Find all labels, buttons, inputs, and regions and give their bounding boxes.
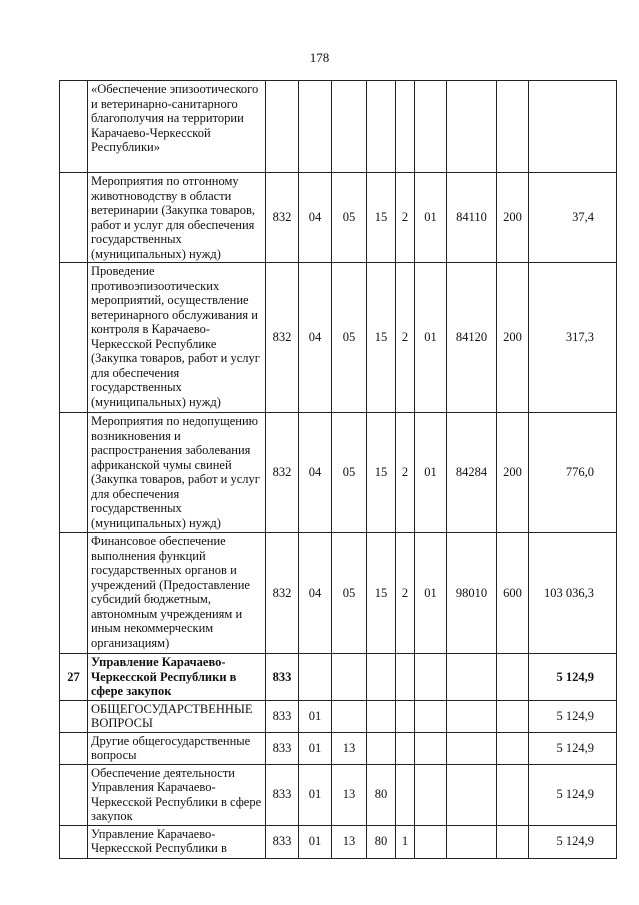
budget-table xyxy=(59,80,617,859)
target-code-3 xyxy=(415,700,447,732)
amount: 5 124,9 xyxy=(529,700,617,732)
table-row xyxy=(60,173,617,263)
expense-type-code xyxy=(497,654,529,701)
ved-code xyxy=(266,81,299,173)
ved-code: 832 xyxy=(266,263,299,413)
expense-type-code: 200 xyxy=(497,263,529,413)
section-code: 01 xyxy=(299,825,332,858)
target-code-2 xyxy=(396,654,415,701)
row-name: Управление Карачаево-Черкесской Республики в xyxy=(88,825,266,858)
target-code-1 xyxy=(367,654,396,701)
table-row xyxy=(60,700,617,732)
row-name: Проведение противоэпизоотических мероприятий, осуществление ветеринарного обслуживания и контроля в Карачаево-Черкесской Республике (Закупка товаров, работ и услуг для обеспечения государственных (муниципальных) нужд) xyxy=(88,263,266,413)
target-code-1: 15 xyxy=(367,173,396,263)
section-code: 01 xyxy=(299,732,332,764)
row-number xyxy=(60,413,88,533)
table-row xyxy=(60,263,617,413)
expense-type-code: 600 xyxy=(497,533,529,654)
subsection-code: 13 xyxy=(332,764,367,825)
subsection-code xyxy=(332,654,367,701)
target-code-4: 84284 xyxy=(447,413,497,533)
amount: 5 124,9 xyxy=(529,654,617,701)
ved-code: 833 xyxy=(266,764,299,825)
table-row xyxy=(60,825,617,858)
target-code-4 xyxy=(447,764,497,825)
subsection-code: 13 xyxy=(332,732,367,764)
table-row xyxy=(60,533,617,654)
amount xyxy=(529,81,617,173)
target-code-4 xyxy=(447,81,497,173)
target-code-2 xyxy=(396,700,415,732)
target-code-4 xyxy=(447,700,497,732)
row-number xyxy=(60,700,88,732)
ved-code: 832 xyxy=(266,413,299,533)
amount: 776,0 xyxy=(529,413,617,533)
target-code-4 xyxy=(447,825,497,858)
row-number xyxy=(60,173,88,263)
subsection-code xyxy=(332,81,367,173)
target-code-2: 2 xyxy=(396,533,415,654)
target-code-4: 98010 xyxy=(447,533,497,654)
subsection-code: 05 xyxy=(332,413,367,533)
target-code-2: 2 xyxy=(396,173,415,263)
ved-code: 833 xyxy=(266,825,299,858)
section-code: 04 xyxy=(299,263,332,413)
target-code-3: 01 xyxy=(415,413,447,533)
section-code: 01 xyxy=(299,764,332,825)
amount: 5 124,9 xyxy=(529,825,617,858)
target-code-3 xyxy=(415,825,447,858)
target-code-3 xyxy=(415,764,447,825)
expense-type-code xyxy=(497,700,529,732)
table-row xyxy=(60,81,617,173)
section-code: 01 xyxy=(299,700,332,732)
subsection-code xyxy=(332,700,367,732)
expense-type-code xyxy=(497,764,529,825)
target-code-2 xyxy=(396,81,415,173)
target-code-3: 01 xyxy=(415,173,447,263)
target-code-1 xyxy=(367,700,396,732)
amount: 5 124,9 xyxy=(529,732,617,764)
amount: 317,3 xyxy=(529,263,617,413)
target-code-3: 01 xyxy=(415,533,447,654)
target-code-1: 80 xyxy=(367,825,396,858)
target-code-4: 84110 xyxy=(447,173,497,263)
row-name: Финансовое обеспечение выполнения функций государственных органов и учреждений (Предоставление субсидий бюджетным, автономным учреждениям и иным некоммерческим организациям) xyxy=(88,533,266,654)
target-code-1 xyxy=(367,732,396,764)
section-code xyxy=(299,654,332,701)
expense-type-code xyxy=(497,81,529,173)
row-name: ОБЩЕГОСУДАРСТВЕННЫЕ ВОПРОСЫ xyxy=(88,700,266,732)
row-number: 27 xyxy=(60,654,88,701)
ved-code: 833 xyxy=(266,700,299,732)
amount: 5 124,9 xyxy=(529,764,617,825)
target-code-4 xyxy=(447,654,497,701)
row-name: Управление Карачаево-Черкесской Республики в сфере закупок xyxy=(88,654,266,701)
expense-type-code xyxy=(497,825,529,858)
target-code-4: 84120 xyxy=(447,263,497,413)
section-code: 04 xyxy=(299,533,332,654)
target-code-1: 80 xyxy=(367,764,396,825)
subsection-code: 13 xyxy=(332,825,367,858)
target-code-2: 2 xyxy=(396,413,415,533)
row-number xyxy=(60,533,88,654)
target-code-1: 15 xyxy=(367,413,396,533)
row-number xyxy=(60,825,88,858)
target-code-3: 01 xyxy=(415,263,447,413)
target-code-4 xyxy=(447,732,497,764)
row-number xyxy=(60,81,88,173)
table-row xyxy=(60,413,617,533)
target-code-1 xyxy=(367,81,396,173)
subsection-code: 05 xyxy=(332,173,367,263)
amount: 37,4 xyxy=(529,173,617,263)
ved-code: 832 xyxy=(266,533,299,654)
row-name: Другие общегосударственные вопросы xyxy=(88,732,266,764)
expense-type-code: 200 xyxy=(497,173,529,263)
section-code: 04 xyxy=(299,413,332,533)
subsection-code: 05 xyxy=(332,533,367,654)
table-row xyxy=(60,732,617,764)
target-code-2 xyxy=(396,732,415,764)
section-code: 04 xyxy=(299,173,332,263)
target-code-2: 2 xyxy=(396,263,415,413)
row-name: Мероприятия по отгонному животноводству в области ветеринарии (Закупка товаров, работ и услуг для обеспечения государственных (муниципальных) нужд) xyxy=(88,173,266,263)
ved-code: 832 xyxy=(266,173,299,263)
target-code-3 xyxy=(415,81,447,173)
row-name: Мероприятия по недопущению возникновения и распространения заболевания африканской чумы свиней (Закупка товаров, работ и услуг для обеспечения государственных (муниципальных) нужд) xyxy=(88,413,266,533)
target-code-2: 1 xyxy=(396,825,415,858)
row-name: Обеспечение деятельности Управления Карачаево-Черкесской Республики в сфере закупок xyxy=(88,764,266,825)
subsection-code: 05 xyxy=(332,263,367,413)
row-number xyxy=(60,263,88,413)
amount: 103 036,3 xyxy=(529,533,617,654)
expense-type-code: 200 xyxy=(497,413,529,533)
ved-code: 833 xyxy=(266,654,299,701)
page-number: 178 xyxy=(309,50,330,65)
target-code-2 xyxy=(396,764,415,825)
target-code-1: 15 xyxy=(367,533,396,654)
target-code-1: 15 xyxy=(367,263,396,413)
ved-code: 833 xyxy=(266,732,299,764)
target-code-3 xyxy=(415,732,447,764)
target-code-3 xyxy=(415,654,447,701)
expense-type-code xyxy=(497,732,529,764)
table-row xyxy=(60,764,617,825)
row-number xyxy=(60,764,88,825)
section-code xyxy=(299,81,332,173)
table-row xyxy=(60,654,617,701)
row-number xyxy=(60,732,88,764)
row-name: «Обеспечение эпизоотического и ветеринарно-санитарного благополучия на территории Карачаево-Черкесской Республики» xyxy=(88,81,266,173)
